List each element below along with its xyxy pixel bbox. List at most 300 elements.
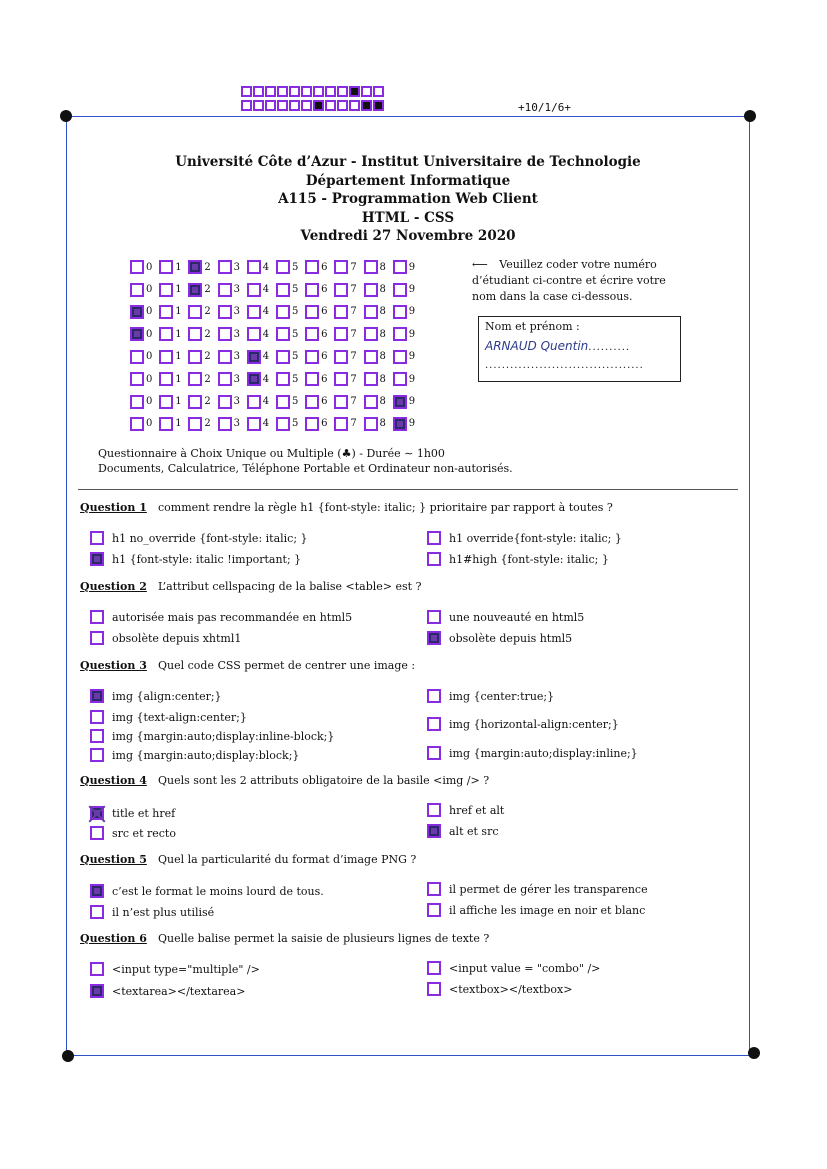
digit-checkbox[interactable] <box>188 305 202 319</box>
answer-checkbox[interactable] <box>427 882 441 896</box>
code-cell <box>241 100 252 111</box>
digit-checkbox[interactable] <box>188 395 202 409</box>
student-digit-row <box>130 368 422 390</box>
digit-option <box>334 395 363 409</box>
answer-label: h1 override{font-style: italic; } <box>449 531 622 545</box>
answer-checkbox[interactable] <box>90 552 104 566</box>
digit-checkbox[interactable] <box>334 395 348 409</box>
digit-option <box>188 327 217 341</box>
answer-label: img {margin:auto;display:inline-block;} <box>112 729 335 743</box>
code-cell <box>241 86 252 97</box>
answer-option[interactable] <box>427 610 584 624</box>
digit-checkbox[interactable] <box>188 327 202 341</box>
digit-checkbox[interactable] <box>364 327 378 341</box>
student-digit-row <box>130 390 422 412</box>
answer-label: <textbox></textbox> <box>449 982 573 996</box>
code-strip-bottom <box>241 100 385 111</box>
digit-checkbox[interactable] <box>305 350 319 364</box>
instructions <box>472 257 686 305</box>
digit-option <box>130 305 159 319</box>
student-digit-row <box>130 346 422 368</box>
digit-option <box>334 417 363 431</box>
name-line-2: ...................................... <box>485 360 644 371</box>
digit-option <box>364 327 393 341</box>
digit-option <box>305 260 334 274</box>
answer-option[interactable] <box>90 905 214 919</box>
digit-option <box>393 395 422 409</box>
digit-checkbox[interactable] <box>188 417 202 431</box>
digit-checkbox[interactable] <box>159 260 173 274</box>
answer-checkbox[interactable] <box>90 905 104 919</box>
exam-header <box>66 153 750 246</box>
digit-option <box>159 395 188 409</box>
digit-label: 7 <box>350 396 357 408</box>
digit-checkbox[interactable] <box>393 260 407 274</box>
digit-option <box>393 283 422 297</box>
answer-label: img {text-align:center;} <box>112 710 247 724</box>
digit-option <box>305 372 334 386</box>
question-3 <box>80 659 415 672</box>
digit-option <box>130 260 159 274</box>
question-header <box>80 501 613 514</box>
digit-checkbox[interactable] <box>276 395 290 409</box>
digit-checkbox[interactable] <box>188 260 202 274</box>
digit-option <box>364 260 393 274</box>
digit-option <box>188 417 217 431</box>
digit-label: 5 <box>291 261 299 273</box>
digit-checkbox[interactable] <box>218 305 232 319</box>
answer-checkbox[interactable] <box>427 552 441 566</box>
digit-option <box>130 395 159 409</box>
digit-label: 6 <box>321 261 328 273</box>
answer-label: obsolète depuis xhtml1 <box>112 631 242 645</box>
digit-option <box>364 395 393 409</box>
digit-checkbox[interactable] <box>393 417 407 431</box>
digit-option <box>247 327 276 341</box>
answer-checkbox[interactable] <box>90 984 104 998</box>
digit-checkbox[interactable] <box>188 283 202 297</box>
answer-checkbox[interactable] <box>427 746 441 760</box>
digit-option <box>247 260 276 274</box>
registration-mark-top-right <box>744 110 756 122</box>
answer-option[interactable] <box>427 689 554 703</box>
qcm-info <box>98 446 513 476</box>
digit-checkbox[interactable] <box>334 417 348 431</box>
digit-checkbox[interactable] <box>393 350 407 364</box>
digit-label: 3 <box>233 328 240 340</box>
question-text: Quel code CSS permet de centrer une image : <box>158 659 416 672</box>
answer-option[interactable] <box>90 984 245 998</box>
answer-option[interactable] <box>90 729 334 743</box>
code-cell <box>325 100 336 111</box>
digit-checkbox[interactable] <box>305 395 319 409</box>
digit-label: 9 <box>408 261 416 273</box>
digit-checkbox[interactable] <box>276 350 290 364</box>
digit-checkbox[interactable] <box>364 417 378 431</box>
answer-label: il permet de gérer les transparence <box>449 882 648 896</box>
digit-label: 1 <box>175 328 182 340</box>
answer-checkbox[interactable] <box>427 631 441 645</box>
digit-checkbox[interactable] <box>247 283 261 297</box>
answer-option[interactable] <box>90 689 222 703</box>
digit-label: 1 <box>175 418 182 430</box>
answer-option[interactable] <box>90 610 352 624</box>
digit-checkbox[interactable] <box>393 395 407 409</box>
digit-checkbox[interactable] <box>130 327 144 341</box>
code-cell <box>313 100 324 111</box>
digit-checkbox[interactable] <box>159 283 173 297</box>
digit-option <box>334 305 363 319</box>
answer-label: title et href <box>112 806 176 820</box>
digit-option <box>218 395 247 409</box>
digit-option <box>305 350 334 364</box>
digit-label: 8 <box>379 418 386 430</box>
digit-label: 4 <box>262 328 270 340</box>
answer-label: h1#high {font-style: italic; } <box>449 552 609 566</box>
digit-checkbox[interactable] <box>218 327 232 341</box>
answer-option[interactable] <box>427 746 638 760</box>
answer-option[interactable] <box>90 710 247 724</box>
answer-label: img {align:center;} <box>112 689 222 703</box>
question-1 <box>80 501 613 514</box>
digit-checkbox[interactable] <box>159 305 173 319</box>
digit-checkbox[interactable] <box>218 283 232 297</box>
digit-label: 5 <box>291 373 299 385</box>
answer-label: src et recto <box>112 826 176 840</box>
digit-option <box>276 350 305 364</box>
answer-checkbox[interactable] <box>90 884 104 898</box>
answer-checkbox[interactable] <box>90 748 104 762</box>
registration-mark-bottom-right <box>748 1047 760 1059</box>
digit-checkbox[interactable] <box>364 283 378 297</box>
digit-checkbox[interactable] <box>247 350 261 364</box>
digit-option <box>218 283 247 297</box>
digit-checkbox[interactable] <box>188 372 202 386</box>
answer-option[interactable] <box>427 631 572 645</box>
question-text: comment rendre la règle h1 {font-style: italic; } prioritaire par rapport à toutes ? <box>158 501 613 514</box>
digit-checkbox[interactable] <box>393 327 407 341</box>
question-text: L’attribut cellspacing de la balise <table> est ? <box>158 580 422 593</box>
answer-label: img {center:true;} <box>449 689 555 703</box>
code-cell <box>253 100 264 111</box>
digit-checkbox[interactable] <box>364 260 378 274</box>
digit-checkbox[interactable] <box>305 305 319 319</box>
answer-checkbox[interactable] <box>90 826 104 840</box>
digit-checkbox[interactable] <box>276 327 290 341</box>
digit-checkbox[interactable] <box>305 372 319 386</box>
digit-label: 1 <box>175 306 182 318</box>
digit-label: 7 <box>350 418 357 430</box>
digit-option <box>188 283 217 297</box>
digit-checkbox[interactable] <box>130 350 144 364</box>
digit-checkbox[interactable] <box>130 283 144 297</box>
answer-label: obsolète depuis html5 <box>449 631 573 645</box>
answer-checkbox[interactable] <box>427 531 441 545</box>
answer-label: img {margin:auto;display:block;} <box>112 748 300 762</box>
digit-checkbox[interactable] <box>159 372 173 386</box>
question-text: Quel la particularité du format d’image PNG ? <box>158 853 417 866</box>
code-cell <box>373 100 384 111</box>
digit-label: 5 <box>291 396 299 408</box>
question-header <box>80 853 416 866</box>
digit-checkbox[interactable] <box>334 305 348 319</box>
digit-label: 2 <box>204 261 211 273</box>
digit-label: 9 <box>408 418 416 430</box>
digit-option <box>393 417 422 431</box>
digit-checkbox[interactable] <box>130 395 144 409</box>
digit-label: 0 <box>146 396 153 408</box>
answer-checkbox[interactable] <box>90 729 104 743</box>
digit-checkbox[interactable] <box>159 417 173 431</box>
code-cell <box>349 100 360 111</box>
digit-option <box>218 305 247 319</box>
answer-option[interactable] <box>90 962 260 976</box>
digit-checkbox[interactable] <box>364 372 378 386</box>
digit-option <box>393 327 422 341</box>
digit-checkbox[interactable] <box>218 350 232 364</box>
answer-label: alt et src <box>449 824 499 838</box>
digit-option <box>364 305 393 319</box>
digit-checkbox[interactable] <box>159 327 173 341</box>
answer-option[interactable] <box>90 884 324 898</box>
digit-label: 6 <box>321 351 328 363</box>
digit-label: 2 <box>204 328 211 340</box>
digit-checkbox[interactable] <box>393 372 407 386</box>
answer-option[interactable] <box>90 806 175 820</box>
digit-label: 8 <box>379 306 386 318</box>
answer-checkbox[interactable] <box>427 824 441 838</box>
digit-label: 7 <box>350 373 357 385</box>
digit-checkbox[interactable] <box>334 327 348 341</box>
digit-label: 2 <box>204 351 211 363</box>
answer-option[interactable] <box>427 552 609 566</box>
digit-option <box>364 417 393 431</box>
digit-checkbox[interactable] <box>218 417 232 431</box>
answer-checkbox[interactable] <box>90 631 104 645</box>
answer-checkbox[interactable] <box>90 962 104 976</box>
digit-checkbox[interactable] <box>393 283 407 297</box>
question-text: Quelle balise permet la saisie de plusieurs lignes de texte ? <box>158 932 490 945</box>
digit-option <box>276 305 305 319</box>
digit-checkbox[interactable] <box>305 260 319 274</box>
question-4 <box>80 774 489 787</box>
digit-checkbox[interactable] <box>130 305 144 319</box>
name-line-1-dots: .......... <box>588 342 631 353</box>
digit-checkbox[interactable] <box>247 305 261 319</box>
digit-checkbox[interactable] <box>130 417 144 431</box>
student-digit-row <box>130 413 422 435</box>
answer-checkbox[interactable] <box>90 689 104 703</box>
answer-option[interactable] <box>427 531 622 545</box>
digit-checkbox[interactable] <box>305 283 319 297</box>
digit-option <box>276 260 305 274</box>
exam-date: Vendredi 27 Novembre 2020 <box>300 228 516 244</box>
answer-checkbox[interactable] <box>427 903 441 917</box>
digit-label: 6 <box>321 373 328 385</box>
digit-checkbox[interactable] <box>334 372 348 386</box>
answer-option[interactable] <box>90 552 301 566</box>
digit-checkbox[interactable] <box>305 327 319 341</box>
question-header <box>80 659 415 672</box>
digit-checkbox[interactable] <box>159 350 173 364</box>
answer-checkbox[interactable] <box>427 803 441 817</box>
digit-label: 4 <box>262 284 270 296</box>
answer-checkbox[interactable] <box>427 961 441 975</box>
digit-checkbox[interactable] <box>276 283 290 297</box>
answer-option[interactable] <box>90 748 299 762</box>
digit-checkbox[interactable] <box>364 305 378 319</box>
digit-checkbox[interactable] <box>364 395 378 409</box>
question-text: Quels sont les 2 attributs obligatoire de la basile <img /> ? <box>158 774 490 787</box>
digit-checkbox[interactable] <box>276 260 290 274</box>
digit-label: 4 <box>262 418 270 430</box>
code-cell <box>289 86 300 97</box>
digit-option <box>159 372 188 386</box>
digit-option <box>159 260 188 274</box>
answer-label: img {horizontal-align:center;} <box>449 717 619 731</box>
digit-option <box>247 305 276 319</box>
digit-checkbox[interactable] <box>334 350 348 364</box>
digit-option <box>334 350 363 364</box>
answer-option[interactable] <box>427 717 619 731</box>
code-cell <box>265 86 276 97</box>
digit-option <box>305 283 334 297</box>
digit-option <box>130 417 159 431</box>
answer-checkbox[interactable] <box>427 982 441 996</box>
digit-checkbox[interactable] <box>276 417 290 431</box>
answer-checkbox[interactable] <box>427 689 441 703</box>
digit-checkbox[interactable] <box>247 260 261 274</box>
student-number-grid <box>130 256 422 435</box>
answer-checkbox[interactable] <box>427 610 441 624</box>
digit-checkbox[interactable] <box>130 372 144 386</box>
answer-label: une nouveauté en html5 <box>449 610 585 624</box>
digit-label: 7 <box>350 284 357 296</box>
question-number: Question 4 <box>80 774 147 787</box>
digit-option <box>188 260 217 274</box>
digit-option <box>188 395 217 409</box>
digit-label: 9 <box>408 351 416 363</box>
digit-label: 8 <box>379 328 386 340</box>
code-cell <box>265 100 276 111</box>
digit-option <box>159 305 188 319</box>
digit-label: 2 <box>204 373 211 385</box>
digit-checkbox[interactable] <box>247 395 261 409</box>
name-line-1 <box>485 337 674 357</box>
digit-option <box>305 305 334 319</box>
code-cell <box>277 86 288 97</box>
digit-checkbox[interactable] <box>334 260 348 274</box>
question-header <box>80 580 422 593</box>
digit-label: 6 <box>321 396 328 408</box>
digit-option <box>159 417 188 431</box>
answer-option[interactable] <box>90 826 176 840</box>
digit-option <box>130 372 159 386</box>
digit-option <box>334 283 363 297</box>
digit-checkbox[interactable] <box>130 260 144 274</box>
digit-label: 1 <box>175 351 182 363</box>
digit-label: 3 <box>233 418 240 430</box>
qcm-duration: Questionnaire à Choix Unique ou Multiple (♣) - Durée ∼ 1h00 <box>98 447 445 460</box>
question-2 <box>80 580 422 593</box>
digit-checkbox[interactable] <box>159 395 173 409</box>
digit-option <box>159 350 188 364</box>
answer-option[interactable] <box>90 631 241 645</box>
student-digit-row <box>130 278 422 300</box>
answer-option[interactable] <box>427 961 600 975</box>
answer-option[interactable] <box>427 982 572 996</box>
answer-checkbox[interactable] <box>90 806 104 820</box>
name-field[interactable] <box>478 316 681 382</box>
registration-mark-bottom-left <box>62 1050 74 1062</box>
digit-label: 7 <box>350 351 357 363</box>
digit-checkbox[interactable] <box>218 395 232 409</box>
digit-label: 7 <box>350 261 357 273</box>
digit-option <box>218 417 247 431</box>
digit-option <box>393 372 422 386</box>
digit-checkbox[interactable] <box>276 372 290 386</box>
digit-label: 3 <box>233 373 240 385</box>
digit-option <box>305 417 334 431</box>
digit-label: 0 <box>146 373 153 385</box>
question-number: Question 6 <box>80 932 147 945</box>
answer-checkbox[interactable] <box>90 531 104 545</box>
answer-checkbox[interactable] <box>90 610 104 624</box>
digit-label: 4 <box>262 373 270 385</box>
digit-checkbox[interactable] <box>218 372 232 386</box>
digit-label: 2 <box>204 418 211 430</box>
digit-checkbox[interactable] <box>188 350 202 364</box>
answer-checkbox[interactable] <box>427 717 441 731</box>
code-strip-top <box>241 86 385 97</box>
digit-checkbox[interactable] <box>247 372 261 386</box>
digit-checkbox[interactable] <box>276 305 290 319</box>
answer-label: il n’est plus utilisé <box>112 905 215 919</box>
answer-checkbox[interactable] <box>90 710 104 724</box>
answer-label: h1 no_override {font-style: italic; } <box>112 531 308 545</box>
answer-option[interactable] <box>90 531 308 545</box>
code-cell <box>313 86 324 97</box>
answer-label: autorisée mais pas recommandée en html5 <box>112 610 353 624</box>
answer-option[interactable] <box>427 803 504 817</box>
university-title: Université Côte d’Azur - Institut Universitaire de Technologie <box>175 154 641 170</box>
digit-checkbox[interactable] <box>364 350 378 364</box>
answer-option[interactable] <box>427 824 498 838</box>
question-5 <box>80 853 416 866</box>
digit-checkbox[interactable] <box>334 283 348 297</box>
digit-label: 1 <box>175 373 182 385</box>
digit-option <box>247 372 276 386</box>
digit-label: 0 <box>146 351 153 363</box>
digit-label: 7 <box>350 328 357 340</box>
digit-checkbox[interactable] <box>218 260 232 274</box>
answer-option[interactable] <box>427 882 648 896</box>
digit-option <box>305 395 334 409</box>
digit-checkbox[interactable] <box>393 305 407 319</box>
digit-checkbox[interactable] <box>247 417 261 431</box>
code-cell <box>325 86 336 97</box>
digit-label: 4 <box>262 351 270 363</box>
digit-checkbox[interactable] <box>247 327 261 341</box>
digit-checkbox[interactable] <box>305 417 319 431</box>
code-cell <box>373 86 384 97</box>
instructions-text: Veuillez coder votre numéro d’étudiant ci-contre et écrire votre nom dans la case ci-dessous. <box>472 258 666 303</box>
digit-label: 9 <box>408 373 416 385</box>
subject-title: HTML - CSS <box>361 209 455 226</box>
digit-label: 5 <box>291 284 299 296</box>
digit-label: 4 <box>262 261 270 273</box>
answer-option[interactable] <box>427 903 645 917</box>
